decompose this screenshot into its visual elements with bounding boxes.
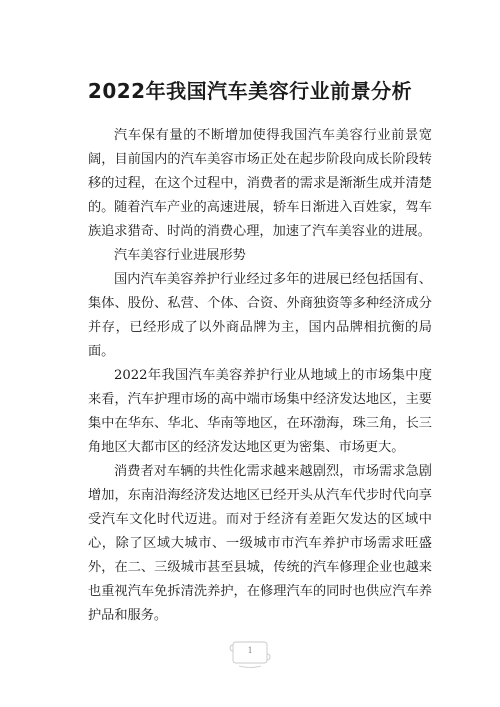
page-footer <box>229 636 271 670</box>
paragraph-2: 随着汽车产业的高速进展，轿车日渐进入百姓家，驾车族追求猎奇、时尚的消费心理，加速了汽车美容业的进展。 <box>88 200 432 239</box>
paragraph-4: 2022年我国汽车美容养护行业从地域上的市场集中度来看，汽车护理市场的高中端市场集中经济发达地区，主要集中在华东、华北、华南等地区，在环渤海，珠三角，长三角地区大都市区的经济发达地区更为密集、市场更大。 <box>88 368 432 455</box>
page-number: 1 <box>247 645 253 655</box>
document-title: 2022年我国汽车美容行业前景分析 <box>87 79 413 103</box>
paragraph-5: 消费者对车辆的共性化需求越来越剧烈，市场需求急剧增加，东南沿海经济发达地区已经开头从汽车代步时代向享受汽车文化时代迈进。而对于经济有差距欠发达的区域中心，除了区域大城市、一级城市市汽车养护市场需求旺盛外，在二、三级城市甚至县城，传统的汽车修理企业也越来也重视汽车免拆清洗养护，在修理汽车的同时也供应汽车养护品和服务。 <box>88 464 432 623</box>
paragraph-1: 汽车保有量的不断增加使得我国汽车美容行业前景宽阔，目前国内的汽车美容市场正处在起步阶段向成长阶段转移的过程，在这个过程中，消费者的需求是渐渐生成并清楚的。 <box>88 128 432 215</box>
section-heading: 汽车美容行业进展形势 <box>114 248 246 263</box>
paragraph-3: 国内汽车美容养护行业经过多年的进展已经包括国有、集体、股份、私营、个体、合资、外商独资等多种经济成分并存，已经形成了以外商品牌为主，国内品牌相抗衡的局面。 <box>88 272 432 359</box>
